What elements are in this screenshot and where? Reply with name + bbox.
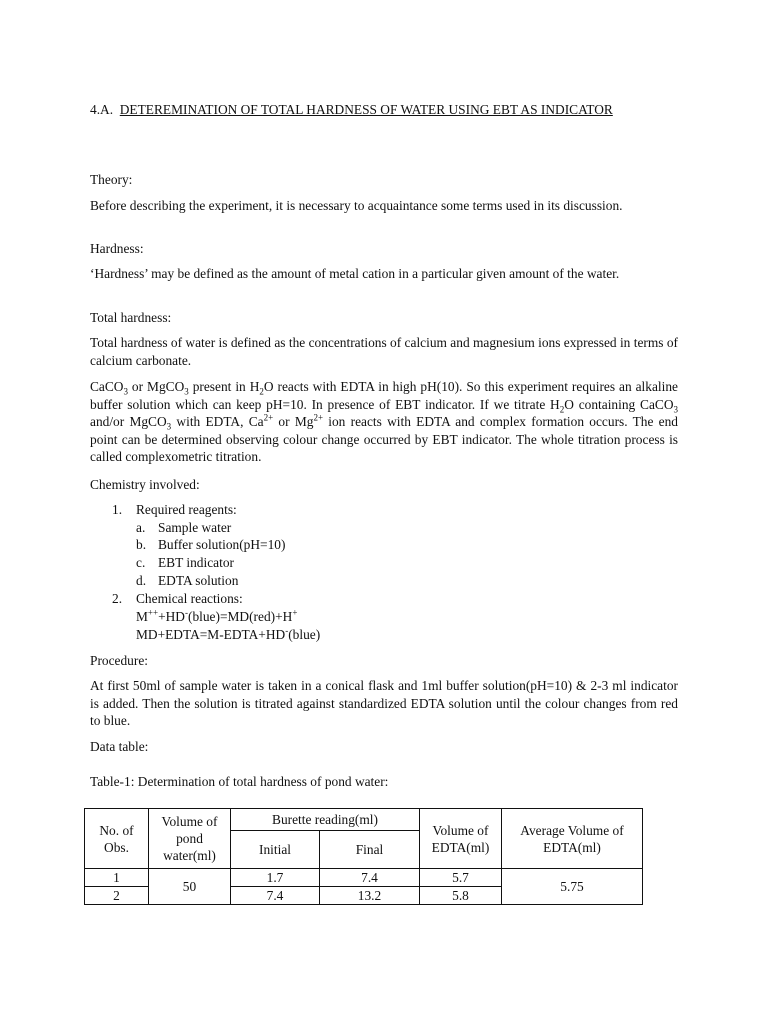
procedure-heading: Procedure: <box>90 653 149 668</box>
page-title <box>90 101 678 119</box>
header-initial: Initial <box>231 831 320 869</box>
cell-final: 7.4 <box>320 869 420 887</box>
data-table-heading: Data table: <box>90 739 149 754</box>
header-obs: No. of Obs. <box>85 809 149 869</box>
cell-obs: 2 <box>85 887 149 905</box>
total-hardness-heading: Total hardness: <box>90 310 172 325</box>
total-hardness-definition: Total hardness of water is defined as the concentrations of calcium and magnesium ions expressed in terms of calcium carbonate. <box>90 335 678 368</box>
title-text: DETEREMINATION OF TOTAL HARDNESS OF WATER USING EBT AS INDICATOR <box>119 102 613 117</box>
cell-initial: 1.7 <box>231 869 320 887</box>
header-pond-volume: Volume of pond water(ml) <box>149 809 231 869</box>
theory-heading: Theory: <box>90 172 133 187</box>
cell-edta: 5.7 <box>420 869 502 887</box>
hardness-definition: ‘Hardness’ may be defined as the amount of metal cation in a particular given amount of the water. <box>90 266 620 281</box>
table-caption: Table-1: Determination of total hardness of pond water: <box>90 774 389 789</box>
theory-intro: Before describing the experiment, it is necessary to acquaintance some terms used in its discussion. <box>90 198 623 213</box>
title-prefix: 4.A. <box>90 102 114 117</box>
procedure-text: At first 50ml of sample water is taken in a conical flask and 1ml buffer solution(pH=10) & 2-3 ml indicator is added. Then the solution is titrated against standardized EDTA solution until the colour changes from red to blue. <box>90 678 678 728</box>
cell-pond-volume: 50 <box>149 869 231 905</box>
header-edta-volume: Volume of EDTA(ml) <box>420 809 502 869</box>
hardness-heading: Hardness: <box>90 241 144 256</box>
cell-obs: 1 <box>85 869 149 887</box>
edta-paragraph: CaCO$_3$ or MgCO$_3$ present in $H_2O$ reacts with EDTA in high pH(10). So this experiment requires an alkaline buffer solution which can keep pH=10. In presence of EBT indicator. If we titrate $H_2O$ containing CaCO$_3$ and/or MgCO$_3$ with EDTA, $Ca^{2+}$ or $Mg^{2+}$ ion reacts with EDTA and complex formation occurs. The end point can be determined observing colour change occurred by EBT indicator. The whole titration process is called complexometric titration. <box>90 379 679 464</box>
header-burette-reading: Burette reading(ml) <box>231 809 420 831</box>
reaction-equation-1: M+++HD-(blue)=MD(red)+H+ <box>136 607 298 624</box>
cell-edta: 5.8 <box>420 887 502 905</box>
cell-average: 5.75 <box>502 869 643 905</box>
header-average-volume: Average Volume of EDTA(ml) <box>502 809 643 869</box>
table-row <box>85 869 643 887</box>
hardness-data-table <box>84 808 643 905</box>
chemistry-heading: Chemistry involved: <box>90 477 200 492</box>
cell-final: 13.2 <box>320 887 420 905</box>
cell-initial: 7.4 <box>231 887 320 905</box>
reaction-equation-2: MD+EDTA=M-EDTA+HD-(blue) <box>136 625 321 642</box>
header-final: Final <box>320 831 420 869</box>
